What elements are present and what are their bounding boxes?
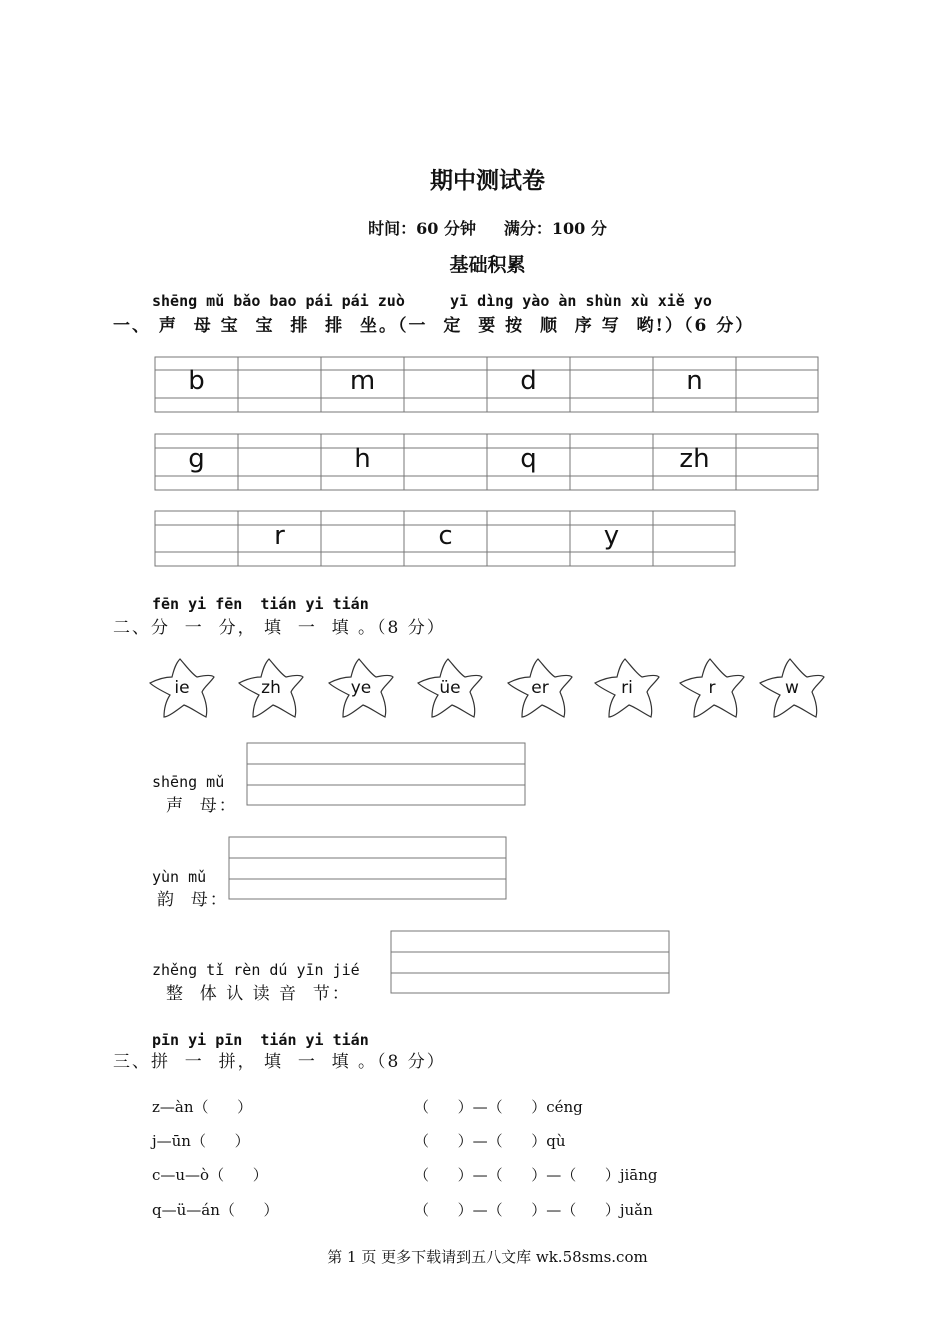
shengmu-label: 声 母： (166, 796, 238, 816)
spell-left: q—ü—án（ ） (152, 1201, 279, 1219)
zhengti-pinyin: zhěng tǐ rèn dú yīn jié (152, 961, 360, 979)
leaf-label: er (531, 678, 549, 698)
section-title: 基础积累 (449, 254, 526, 276)
grid-letter: zh (679, 444, 710, 474)
grid-letter: b (188, 366, 205, 396)
leaf-label: ye (350, 678, 372, 698)
grid-letter: g (188, 444, 205, 474)
zhengti-label: 整 体 认 读 音 节： (166, 984, 351, 1004)
spell-right: （ ）—（ ）—（ ）juǎn (414, 1201, 653, 1219)
grid-letter: m (349, 366, 376, 396)
q2-text: 二、分 一 分， 填 一 填 。（8 分） (113, 618, 446, 638)
grid-letter: q (520, 444, 537, 474)
leaf-label: r (708, 678, 716, 698)
leaf-label: ie (174, 678, 190, 698)
spell-right: （ ）—（ ）céng (414, 1098, 583, 1116)
spell-left: z—àn（ ） (152, 1098, 253, 1116)
yunmu-pinyin: yùn mǔ (152, 868, 207, 886)
shengmu-pinyin: shēng mǔ (152, 773, 225, 791)
spell-right: （ ）—（ ）—（ ）jiāng (414, 1166, 658, 1184)
leaf-label: ri (621, 678, 633, 698)
grid-letter: y (603, 521, 620, 551)
q3-pinyin: pīn yi pīn tián yi tián (152, 1031, 369, 1049)
q2-pinyin: fēn yi fēn tián yi tián (152, 595, 369, 613)
grid-letter: n (686, 366, 703, 396)
leaf-label: w (785, 678, 799, 698)
q1-pinyin: shēng mǔ bǎo bao pái pái zuò yī dìng yào àn shùn xù xiě yo (152, 292, 712, 310)
yunmu-label: 韵 母： (157, 890, 229, 910)
grid-letter: d (520, 366, 537, 396)
grid-letter: c (438, 521, 453, 551)
page-title: 期中测试卷 (430, 167, 545, 194)
leaf-label: zh (261, 678, 281, 698)
footer: 第 1 页 更多下载请到五八文库 wk.58sms.com (327, 1248, 648, 1266)
exam-meta: 时间：60 分钟 满分：100 分 (368, 219, 607, 238)
spell-left: c—u—ò（ ） (152, 1166, 268, 1184)
spell-right: （ ）—（ ）qù (414, 1132, 566, 1150)
spell-left: j—ūn（ ） (152, 1132, 250, 1150)
leaf-label: üe (439, 678, 461, 698)
q3-text: 三、拼 一 拼， 填 一 填 。（8 分） (113, 1052, 446, 1072)
grid-letter: r (274, 521, 285, 551)
grid-letter: h (354, 444, 371, 474)
q1-text: 一、 声 母 宝 宝 排 排 坐。（一 定 要 按 顺 序 写 哟!）（6 分） (113, 316, 755, 336)
